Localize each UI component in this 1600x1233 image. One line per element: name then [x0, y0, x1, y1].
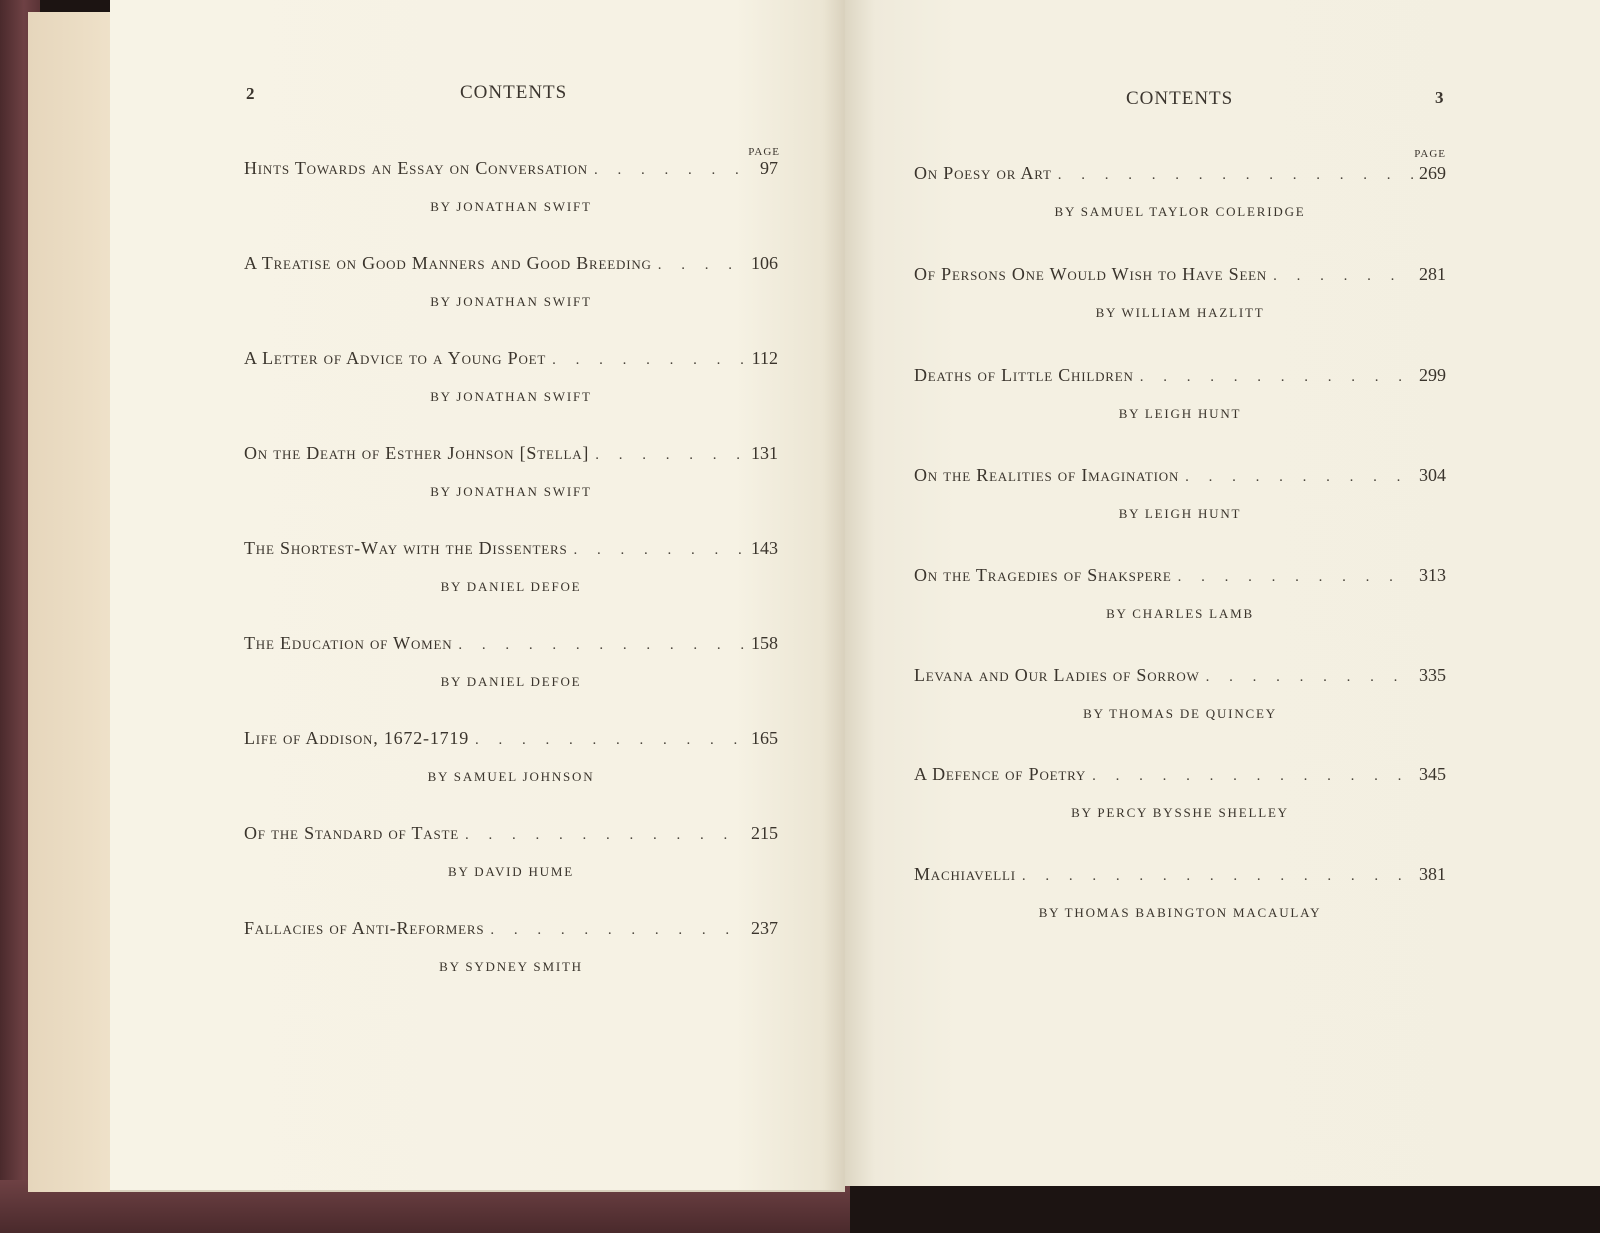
entry-page-number: 313	[1419, 565, 1446, 585]
entry-page-number: 269	[1419, 163, 1446, 183]
dot-leader	[1022, 868, 1413, 885]
entry-author: BY JONATHAN SWIFT	[430, 484, 592, 499]
entry-page-number: 381	[1419, 864, 1446, 884]
entry-page-number: 281	[1419, 264, 1446, 284]
dot-leader	[1185, 469, 1413, 486]
entry-author: BY DANIEL DEFOE	[440, 579, 582, 594]
entry-title: A Letter of Advice to a Young Poet	[244, 348, 547, 368]
entry-title: Of Persons One Would Wish to Have Seen	[914, 264, 1268, 284]
dot-leader	[465, 827, 745, 844]
contents-entry	[244, 443, 778, 500]
dot-leader	[658, 257, 745, 274]
dot-leader	[1092, 768, 1413, 785]
entry-author: BY THOMAS BABINGTON MACAULAY	[1038, 905, 1322, 920]
entry-page-number: 237	[751, 918, 778, 938]
flyleaf	[28, 12, 119, 1192]
entry-author: BY WILLIAM HAZLITT	[1095, 305, 1265, 320]
entry-page-number: 335	[1419, 665, 1446, 685]
contents-entry	[914, 764, 1446, 821]
dot-leader	[594, 162, 754, 179]
entry-page-number: 97	[760, 158, 778, 178]
entry-page-number: 304	[1419, 465, 1446, 485]
entry-author: BY DAVID HUME	[448, 864, 574, 879]
entry-author: BY PERCY BYSSHE SHELLEY	[1071, 805, 1289, 820]
entry-title: Fallacies of Anti-Reformers	[244, 918, 485, 938]
entry-title: Levana and Our Ladies of Sorrow	[914, 665, 1200, 685]
entry-author: BY SYDNEY SMITH	[439, 959, 583, 974]
entry-author: BY CHARLES LAMB	[1106, 606, 1254, 621]
entry-author: BY DANIEL DEFOE	[440, 674, 582, 689]
entry-author: BY THOMAS DE QUINCEY	[1083, 706, 1277, 721]
contents-entry	[914, 163, 1446, 220]
entry-title: Life of Addison, 1672-1719	[244, 728, 470, 748]
contents-entry	[244, 918, 778, 975]
contents-entry	[244, 633, 778, 690]
dot-leader	[574, 542, 745, 559]
entry-author: BY SAMUEL TAYLOR COLERIDGE	[1054, 204, 1306, 219]
entry-page-number: 299	[1419, 365, 1446, 385]
entry-title: Machiavelli	[914, 864, 1016, 884]
dot-leader	[552, 352, 746, 369]
contents-entry	[244, 253, 778, 310]
contents-entry	[914, 465, 1446, 522]
entry-page-number: 106	[751, 253, 778, 273]
entry-page-number: 131	[751, 443, 778, 463]
entry-page-number: 215	[751, 823, 778, 843]
entry-page-number: 112	[751, 348, 778, 368]
right-page-label: PAGE	[1414, 148, 1446, 160]
entry-author: BY LEIGH HUNT	[1118, 506, 1242, 521]
entry-title: On the Realities of Imagination	[914, 465, 1180, 485]
left-folio: 2	[246, 84, 255, 103]
entry-title: A Defence of Poetry	[914, 764, 1087, 784]
left-running-head: CONTENTS	[460, 82, 568, 103]
entry-author: BY JONATHAN SWIFT	[430, 389, 592, 404]
dot-leader	[595, 447, 745, 464]
dot-leader	[458, 637, 745, 654]
right-folio: 3	[1435, 88, 1444, 107]
dot-leader	[1273, 268, 1413, 285]
entry-title: A Treatise on Good Manners and Good Breeding	[244, 253, 652, 273]
dot-leader	[475, 732, 745, 749]
contents-entry	[244, 158, 778, 215]
contents-entry	[244, 728, 778, 785]
entry-page-number: 165	[751, 728, 778, 748]
entry-title: Hints Towards an Essay on Conversation	[244, 158, 588, 178]
contents-entry	[914, 565, 1446, 622]
contents-entry	[914, 365, 1446, 422]
entry-title: On the Death of Esther Johnson [Stella]	[244, 443, 590, 463]
entry-title: Of the Standard of Taste	[244, 823, 460, 843]
entry-title: On Poesy or Art	[914, 163, 1052, 183]
dot-leader	[1206, 669, 1413, 686]
left-page-label: PAGE	[748, 146, 780, 158]
entry-author: BY JONATHAN SWIFT	[430, 294, 592, 309]
entry-page-number: 345	[1419, 764, 1446, 784]
contents-entry	[914, 665, 1446, 722]
entry-title: Deaths of Little Children	[914, 365, 1134, 385]
contents-entry	[244, 538, 778, 595]
entry-page-number: 158	[751, 633, 778, 653]
dot-leader	[1178, 569, 1413, 586]
contents-entry	[914, 264, 1446, 321]
contents-entry	[244, 348, 778, 405]
entry-author: BY JONATHAN SWIFT	[430, 199, 592, 214]
entry-title: On the Tragedies of Shakspere	[914, 565, 1172, 585]
dot-leader	[1058, 167, 1413, 184]
contents-entry	[244, 823, 778, 880]
entry-author: BY SAMUEL JOHNSON	[427, 769, 595, 784]
entry-author: BY LEIGH HUNT	[1118, 406, 1242, 421]
right-running-head: CONTENTS	[1126, 88, 1234, 109]
entry-title: The Shortest-Way with the Dissenters	[244, 538, 568, 558]
dot-leader	[1140, 369, 1413, 386]
contents-entry	[914, 864, 1446, 921]
entry-page-number: 143	[751, 538, 778, 558]
entry-title: The Education of Women	[244, 633, 453, 653]
dot-leader	[490, 922, 745, 939]
